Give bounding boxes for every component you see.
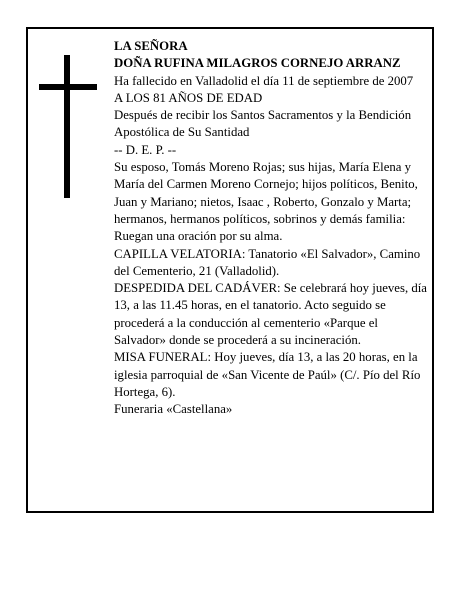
- obituary-text: [114, 38, 432, 419]
- cross-horizontal-bar: [39, 84, 97, 90]
- family-list: Su esposo, Tomás Moreno Rojas; sus hijas, María Elena y María del Carmen Moreno Cornejo; hijos políticos, Benito, Juan y Mariano; nietos, Isaac , Roberto, Gonzalo y Marta; hermanos, hermanos políticos, sobrinos y demás familia:: [114, 160, 418, 226]
- sacraments-line: Después de recibir los Santos Sacramentos y la Bendición Apostólica de Su Santidad: [114, 108, 412, 140]
- cross-vertical-bar: [64, 55, 70, 198]
- death-announcement: Ha fallecido en Valladolid el día 11 de septiembre de 2007: [114, 73, 414, 88]
- prayer-request: Ruegan una oración por su alma.: [114, 229, 283, 244]
- deceased-name: DOÑA RUFINA MILAGROS CORNEJO ARRANZ: [114, 56, 401, 71]
- funeral-mass-info: MISA FUNERAL: Hoy jueves, día 13, a las 20 horas, en la iglesia parroquial de «San Vicente de Paúl» (C/. Pío del Río Hortega, 6).: [114, 350, 421, 399]
- chapel-info: CAPILLA VELATORIA: Tanatorio «El Salvador», Camino del Cementerio, 21 (Valladolid).: [114, 246, 421, 278]
- age-line: A LOS 81 AÑOS DE EDAD: [114, 90, 263, 105]
- deceased-title: LA SEÑORA: [114, 39, 188, 53]
- funeral-home: Funeraria «Castellana»: [114, 402, 233, 417]
- rip-line: -- D. E. P. --: [114, 142, 177, 157]
- farewell-info: DESPEDIDA DEL CADÁVER: Se celebrará hoy jueves, día 13, a las 11.45 horas, en el tanatorio. Acto seguido se procederá a la conducción al cementerio «Parque el Salvador» donde se procederá a su incineración.: [114, 281, 427, 348]
- cross-icon: [39, 55, 97, 198]
